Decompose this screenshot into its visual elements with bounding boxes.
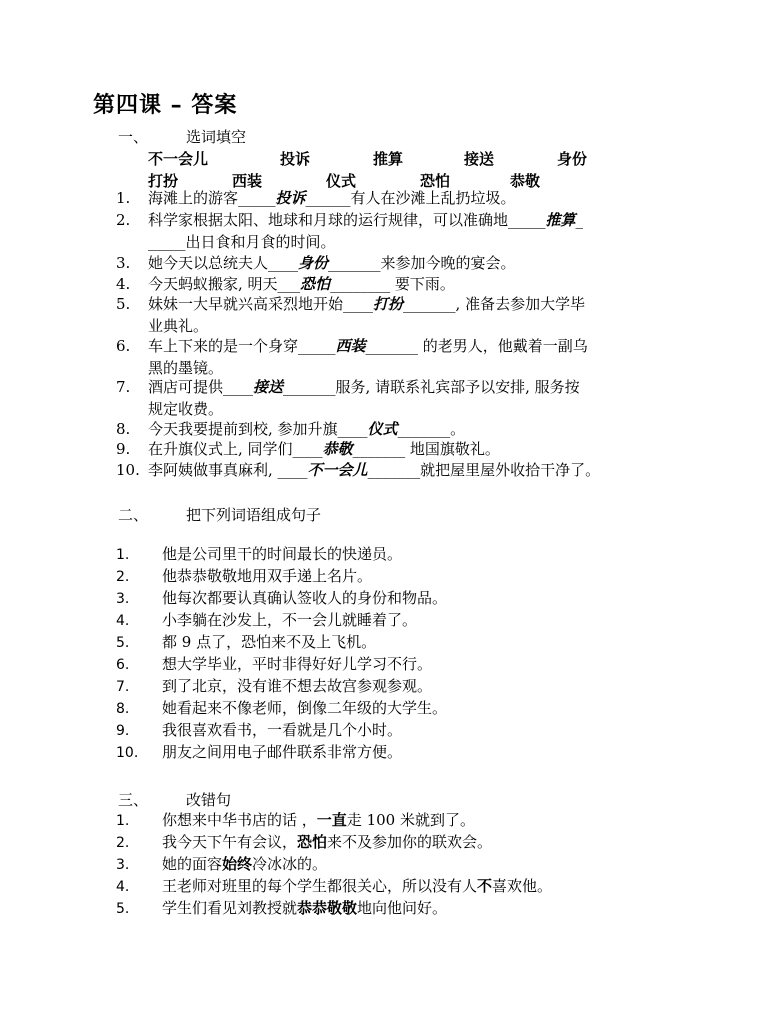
section1-heading	[118, 126, 246, 147]
sentence-item	[116, 675, 432, 698]
word-bank-item: 恭敬	[510, 172, 541, 190]
answer: 不一会儿	[307, 461, 368, 479]
item-number: 2.	[116, 211, 131, 229]
answer: 恐怕	[300, 275, 331, 293]
item-text: 小李躺在沙发上，不一会儿就睡着了。	[162, 611, 418, 629]
item-text: 都 9 点了，恐怕来不及上飞机。	[162, 633, 377, 651]
item-text: 我今天下午有会议，	[162, 833, 298, 851]
section1-title: 选词填空	[186, 128, 247, 146]
item-number: 3.	[116, 857, 130, 873]
page-title: 第四课 – 答案	[93, 92, 238, 118]
sentence-item	[116, 609, 417, 632]
item-text: 科学家根据太阳、地球和月球的运行规律，可以准确地_____	[148, 211, 546, 229]
item-text: 你想来中华书店的话 ，	[162, 811, 317, 829]
item-text-cont: _____出日食和月食的时间。	[148, 233, 336, 251]
answer: 恭敬	[322, 440, 353, 458]
item-number: 5.	[116, 635, 130, 651]
item-number: 6.	[116, 337, 131, 355]
sentence-item	[116, 565, 372, 588]
item-text: 她今天以总统夫人____	[148, 254, 299, 272]
section3-heading	[118, 789, 231, 810]
fill-blank-item	[116, 252, 676, 274]
sentence-item	[116, 741, 402, 764]
sentence-item	[116, 697, 447, 720]
section2-number: 二、	[118, 506, 149, 524]
item-number: 1.	[116, 547, 130, 563]
item-text: ______有人在沙滩上乱扔垃圾。	[305, 189, 516, 207]
fill-blank-item	[116, 273, 676, 295]
corrected-word: 恐怕	[297, 833, 328, 851]
fill-blank-item	[116, 438, 676, 460]
fill-blank-item	[116, 293, 676, 337]
corrected-word: 不	[477, 877, 493, 895]
item-text: 学生们看见刘教授就	[162, 899, 298, 917]
item-text-cont: 黑的墨镜。	[148, 359, 224, 377]
fill-blank-item	[116, 459, 676, 481]
correction-item	[116, 853, 327, 876]
correction-item	[116, 897, 447, 920]
item-number: 8.	[116, 701, 130, 717]
section3-title: 改错句	[186, 791, 232, 809]
corrected-word: 恭恭敬敬	[297, 899, 358, 917]
fill-blank-item	[116, 418, 676, 440]
word-bank-item: 恐怕	[420, 172, 451, 190]
word-bank-item: 投诉	[280, 150, 311, 168]
item-number: 4.	[116, 613, 130, 629]
item-number: 4.	[116, 275, 131, 293]
fill-blank-item	[116, 376, 676, 420]
item-number: 1.	[116, 813, 130, 829]
item-text: 我很喜欢看书，一看就是几个小时。	[162, 721, 403, 739]
item-text: 喜欢他。	[492, 877, 553, 895]
item-number: 4.	[116, 879, 130, 895]
item-text: 他恭恭敬敬地用双手递上名片。	[162, 567, 373, 585]
item-text-cont: 规定收费。	[148, 400, 224, 418]
item-text: _______, 准备去参加大学毕	[403, 295, 586, 313]
item-text: _______服务, 请联系礼宾部予以安排, 服务按	[283, 378, 580, 396]
item-text: 妹妹一大早就兴高采烈地开始____	[148, 295, 374, 313]
item-text: 冷冰冰的。	[252, 855, 328, 873]
item-text: 想大学毕业，平时非得好好儿学习不行。	[162, 655, 433, 673]
item-number: 8.	[116, 420, 131, 438]
item-text: 李阿姨做事真麻利, ____	[148, 461, 308, 479]
item-number: 10.	[116, 461, 140, 479]
word-bank-item: 西装	[232, 172, 263, 190]
item-text: 来不及参加你的联欢会。	[327, 833, 493, 851]
correction-item	[116, 809, 475, 832]
item-text: 在升旗仪式上, 同学们____	[148, 440, 323, 458]
item-text: 海滩上的游客_____	[148, 189, 276, 207]
section1-number: 一、	[118, 128, 149, 146]
fill-blank-item	[116, 209, 676, 253]
sentence-item	[116, 587, 447, 610]
item-number: 1.	[116, 189, 131, 207]
word-bank-item: 打扮	[148, 172, 179, 190]
item-text: 地向他问好。	[357, 899, 448, 917]
correction-item	[116, 875, 552, 898]
item-text: 他是公司里干的时间最长的快递员。	[162, 545, 403, 563]
item-text: _______ 地国旗敬礼。	[352, 440, 500, 458]
correction-item	[116, 831, 492, 854]
corrected-word: 始终	[222, 855, 253, 873]
item-text: 朋友之间用电子邮件联系非常方便。	[162, 743, 403, 761]
corrected-word: 一直	[316, 811, 347, 829]
sentence-item	[116, 719, 402, 742]
item-number: 9.	[116, 440, 131, 458]
item-text: _______。	[397, 420, 466, 438]
item-text: 她的面容	[162, 855, 223, 873]
item-number: 5.	[116, 295, 131, 313]
fill-blank-item	[116, 335, 676, 379]
item-number: 9.	[116, 723, 130, 739]
item-number: 3.	[116, 591, 130, 607]
item-number: 5.	[116, 901, 130, 917]
fill-blank-item	[116, 187, 676, 209]
section2-title: 把下列词语组成句子	[186, 506, 322, 524]
item-text: 他每次都要认真确认签收人的身份和物品。	[162, 589, 448, 607]
section3-number: 三、	[118, 791, 149, 809]
answer: 推算	[545, 211, 576, 229]
word-bank-item: 仪式	[326, 172, 357, 190]
item-text: _______来参加今晚的宴会。	[328, 254, 516, 272]
word-bank-item: 接送	[464, 150, 495, 168]
item-text: 走 100 米就到了。	[346, 811, 475, 829]
item-number: 7.	[116, 679, 130, 695]
word-bank-item: 不一会儿	[148, 150, 209, 168]
item-text: 她看起来不像老师，倒像二年级的大学生。	[162, 699, 448, 717]
item-number: 6.	[116, 657, 130, 673]
sentence-item	[116, 631, 376, 654]
answer: 投诉	[275, 189, 306, 207]
sentence-item	[116, 543, 402, 566]
item-number: 3.	[116, 254, 131, 272]
item-text-cont: 业典礼。	[148, 317, 209, 335]
answer: 打扮	[373, 295, 404, 313]
item-text: _______ 的老男人，他戴着一副乌	[365, 337, 588, 355]
item-number: 2.	[116, 569, 130, 585]
item-text: 今天我要提前到校, 参加升旗____	[148, 420, 368, 438]
item-text: 到了北京，没有谁不想去故宫参观参观。	[162, 677, 433, 695]
word-bank-item: 推算	[373, 150, 404, 168]
item-text: 酒店可提供____	[148, 378, 254, 396]
word-bank-item: 身份	[557, 150, 588, 168]
item-number: 10.	[116, 745, 139, 761]
answer: 仪式	[367, 420, 398, 438]
item-text: ________ 要下雨。	[330, 275, 455, 293]
item-text: _______就把屋里屋外收拾干净了。	[367, 461, 601, 479]
item-text: 车上下来的是一个身穿_____	[148, 337, 336, 355]
answer: 西装	[335, 337, 366, 355]
item-number: 2.	[116, 835, 130, 851]
item-text: 王老师对班里的每个学生都很关心，所以没有人	[162, 877, 478, 895]
item-text: _	[575, 211, 584, 229]
answer: 接送	[253, 378, 284, 396]
item-number: 7.	[116, 378, 131, 396]
answer: 身份	[298, 254, 329, 272]
item-text: 今天蚂蚁搬家, 明天___	[148, 275, 301, 293]
section2-heading	[118, 504, 321, 525]
sentence-item	[116, 653, 432, 676]
